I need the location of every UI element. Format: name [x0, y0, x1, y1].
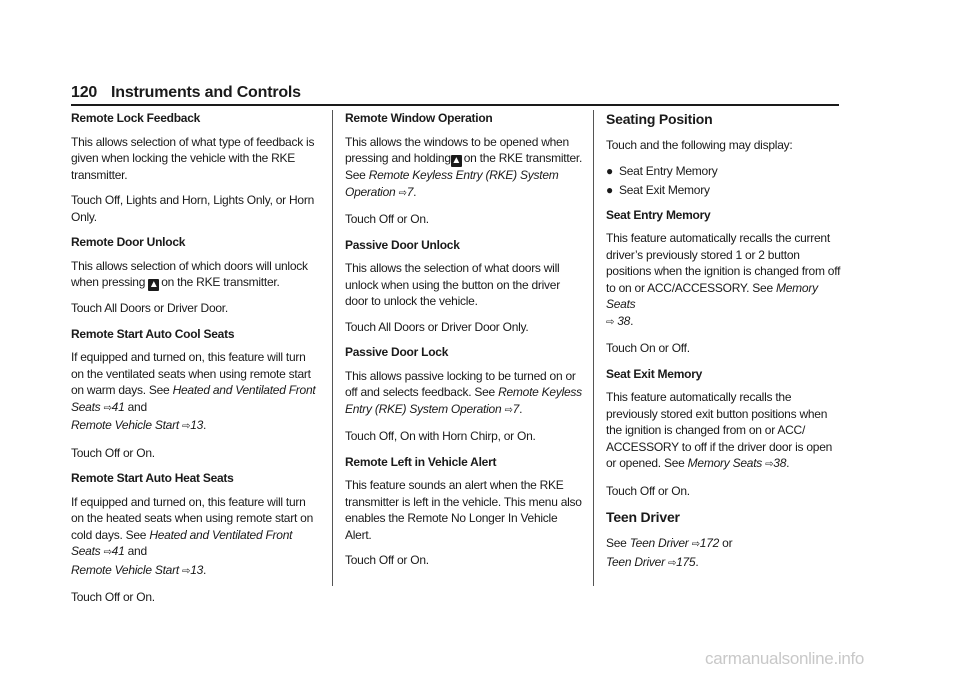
column-2: [345, 110, 583, 578]
page-arrow-icon: ⇨: [182, 565, 191, 577]
options-text: Touch All Doors or Driver Door Only.: [345, 319, 529, 334]
paragraph: This allows selection of what type of feedback is given when locking the vehicle with the RKE transmitter.: [71, 134, 315, 182]
heading-passive-unlock: Passive Door Unlock: [345, 237, 460, 252]
column-3: [606, 110, 842, 581]
page-arrow-icon: ⇨: [504, 404, 513, 416]
page-ref[interactable]: 13: [190, 562, 204, 577]
options-text: Touch Off, On with Horn Chirp, or On.: [345, 429, 536, 443]
link-reference[interactable]: Teen Driver: [606, 554, 665, 569]
list-item: [606, 163, 842, 180]
list-item: [606, 182, 842, 199]
link-reference[interactable]: Heated and Ventilated Front Seats: [71, 383, 316, 414]
page-arrow-icon: ⇨: [765, 459, 774, 470]
page-ref[interactable]: 7: [512, 401, 520, 416]
bullet-icon: ●: [606, 183, 613, 197]
link-reference[interactable]: Remote Keyless Entry (RKE) System Operation: [345, 385, 582, 416]
page-arrow-icon: ⇨: [103, 402, 112, 414]
text: See: [606, 536, 627, 550]
heading-seating-position: Seating Position: [606, 111, 713, 127]
paragraph: This feature automatically recalls the current driver’s previously stored 1 or 2 button positions when the ignition is changed from off to on or ACC/ACCESSORY. See Memory Seats ⇨ 38.: [606, 231, 841, 328]
page-arrow-icon: ⇨: [667, 557, 677, 569]
paragraph: This allows the windows to be opened when pressing and holding▲ on the RKE transmitter. See Remote Keyless Entry (RKE) System Operation ⇨7.: [345, 134, 583, 199]
heading-remote-start-cool: Remote Start Auto Cool Seats: [71, 326, 235, 341]
text: If equipped and turned on, this feature will turn on the ventilated seats when using remote start on warm days. See: [71, 350, 311, 397]
text: on the RKE transmitter. See: [345, 151, 583, 182]
paragraph: This feature automatically recalls the previously stored exit button positions when the ignition is changed from on or ACC/ ACCESSORY to off if the driver door is open or opened. See Memory Seats ⇨38.: [606, 390, 833, 470]
page-arrow-icon: ⇨: [103, 547, 112, 558]
paragraph: If equipped and turned on, this feature will turn on the heated seats when using remote start on cold days. See Heated and Ventilated Front Seats ⇨41 and Remote Vehicle Start ⇨13.: [71, 494, 313, 577]
options-text: Touch All Doors or Driver Door.: [71, 301, 228, 315]
text: and: [127, 399, 147, 414]
unlock-key-icon: ▲: [451, 155, 462, 166]
text: If equipped and turned on, this feature will turn on the heated seats when using remote start on cold days. See: [71, 494, 313, 542]
heading-seat-entry-memory: Seat Entry Memory: [606, 207, 711, 222]
paragraph: This allows passive locking to be turned on or off and selects feedback. See Remote Keyless Entry (RKE) System Operation ⇨7.: [345, 368, 582, 416]
heading-remote-left-alert: Remote Left in Vehicle Alert: [345, 454, 497, 469]
link-reference[interactable]: Teen Driver: [629, 536, 689, 550]
heading-passive-lock: Passive Door Lock: [345, 345, 449, 359]
link-reference[interactable]: Remote Vehicle Start: [71, 418, 179, 432]
paragraph: [71, 258, 319, 292]
link-reference[interactable]: Memory Seats: [687, 456, 763, 470]
header-rule: [71, 104, 839, 106]
page-ref[interactable]: 7: [406, 184, 414, 199]
page-header: [71, 84, 839, 106]
page-ref[interactable]: 41: [111, 544, 125, 558]
link-reference[interactable]: Memory Seats: [606, 280, 818, 311]
paragraph: See Teen Driver ⇨172 or Teen Driver ⇨175.: [606, 536, 733, 569]
text: on the RKE transmitter.: [161, 275, 280, 289]
column-divider: [593, 110, 594, 586]
heading-seat-exit-memory: Seat Exit Memory: [606, 366, 703, 381]
bullet-list: [606, 163, 842, 199]
column-divider: [332, 110, 333, 586]
options-text: Touch Off or On.: [71, 445, 155, 460]
paragraph: This allows the selection of what doors will unlock when using the button on the driver door to unlock the vehicle.: [345, 261, 560, 308]
link-reference[interactable]: Heated and Ventilated Front Seats: [71, 527, 293, 558]
page-arrow-icon: ⇨: [398, 187, 407, 199]
text: and: [127, 544, 147, 558]
watermark: carmanualsonline.info: [705, 649, 865, 668]
link-reference[interactable]: Remote Vehicle Start: [71, 562, 179, 577]
text: This allows passive locking to be turned on or off and selects feedback. See: [345, 368, 576, 399]
page-arrow-icon: ⇨: [182, 421, 191, 432]
page-arrow-icon: ⇨: [606, 316, 615, 328]
text: This allows the windows to be opened when pressing and holding: [345, 134, 569, 165]
options-text: Touch Off, Lights and Horn, Lights Only, or Horn Only.: [71, 193, 315, 224]
heading-remote-lock-feedback: Remote Lock Feedback: [71, 111, 201, 125]
unlock-key-icon: ▲: [148, 279, 159, 290]
options-text: Touch Off or On.: [71, 590, 155, 604]
paragraph: This feature sounds an alert when the RKE transmitter is left in the vehicle. This menu also enables the Remote No Longer In Vehicle Alert.: [345, 478, 582, 542]
bullet-icon: ●: [606, 163, 613, 178]
options-text: Touch Off or On.: [345, 212, 429, 226]
text: This allows selection of which doors will unlock when pressing: [71, 258, 308, 289]
page-ref[interactable]: 13: [190, 418, 204, 432]
page-ref[interactable]: 172: [699, 536, 720, 550]
page-ref[interactable]: 38: [617, 313, 631, 328]
page-ref[interactable]: 38: [773, 456, 787, 470]
text: Seat Entry Memory: [619, 163, 718, 178]
heading-remote-start-heat: Remote Start Auto Heat Seats: [71, 471, 234, 485]
paragraph: Touch and the following may display:: [606, 138, 793, 152]
page-arrow-icon: ⇨: [691, 539, 700, 550]
text: or: [722, 536, 733, 550]
page-ref[interactable]: 41: [111, 399, 125, 414]
column-1: [71, 110, 319, 615]
text: This feature automatically recalls the current driver’s previously stored 1 or 2 button positions when the ignition is changed from off to on or ACC/ACCESSORY. See: [606, 231, 841, 295]
heading-remote-window: Remote Window Operation: [345, 111, 493, 125]
text: This feature automatically recalls the previously stored exit button positions when the ignition is changed from on or ACC/ ACCESSORY to off if the driver door is open or opened. See: [606, 390, 833, 470]
paragraph: If equipped and turned on, this feature will turn on the ventilated seats when using remote start on warm days. See Heated and Ventilated Front Seats ⇨41 and Remote Vehicle Start ⇨13.: [71, 350, 316, 432]
heading-remote-door-unlock: Remote Door Unlock: [71, 235, 186, 249]
link-reference[interactable]: Remote Keyless Entry (RKE) System Operation: [345, 168, 559, 199]
section-title: Instruments and Controls: [111, 84, 301, 101]
text: Seat Exit Memory: [619, 183, 710, 197]
page-ref[interactable]: 175: [676, 554, 696, 569]
options-text: Touch Off or On.: [345, 553, 429, 567]
page-number: 120: [71, 84, 98, 101]
options-text: Touch On or Off.: [606, 341, 690, 355]
options-text: Touch Off or On.: [606, 483, 690, 498]
heading-teen-driver: Teen Driver: [606, 509, 680, 525]
